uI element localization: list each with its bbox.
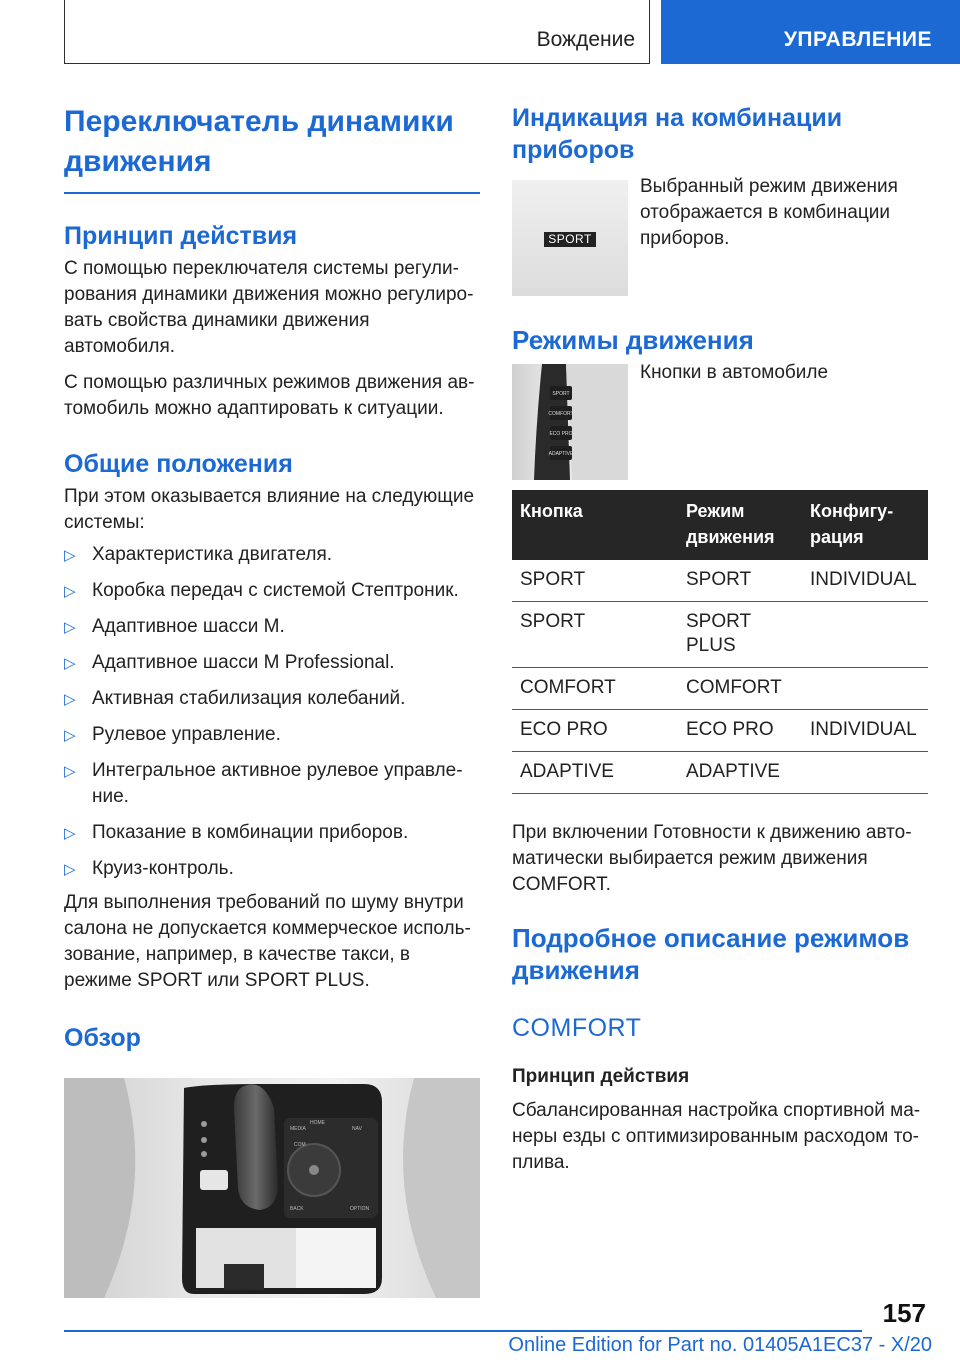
overview-heading: Обзор (64, 1024, 141, 1052)
display-text: Выбранный режим движения отображается в комбинации приборов. (640, 176, 898, 249)
console-label: HOME (310, 1120, 325, 1126)
list-item: ▷ Адаптивное шасси M. (64, 614, 480, 640)
general-intro: При этом оказывается влияние на следующие системы: (64, 486, 475, 533)
table-cell: INDIVIDUAL (802, 710, 928, 752)
principle-paragraph-2: С помощью различных режимов движения автомобиль можно адаптировать к ситуации. (64, 372, 475, 419)
table-cell: COMFORT (512, 668, 678, 710)
triangle-bullet-icon: ▷ (64, 619, 76, 636)
table-row (512, 602, 928, 668)
col-header-mode: Режим движения (678, 490, 802, 560)
center-console-image (64, 1078, 480, 1298)
table-row (512, 668, 928, 710)
principle-paragraph-1: С помощью переключателя системы регулирования динамики движения можно регулировать свойства динамики движения автомобиля. (64, 258, 474, 357)
list-item: ▷ Интегральное активное рулевое управление. (64, 760, 463, 807)
triangle-bullet-icon: ▷ (64, 861, 76, 878)
table-cell (802, 602, 928, 668)
table-row (512, 710, 928, 752)
list-item: ▷ Рулевое управление. (64, 722, 480, 748)
table-cell: ADAPTIVE (512, 752, 678, 794)
triangle-bullet-icon: ▷ (64, 655, 76, 672)
display-photo (512, 180, 628, 296)
display-heading: Индикация на комбинации приборов (512, 104, 843, 164)
header-chapter-label: УПРАВЛЕНИЕ (783, 28, 932, 51)
mode-buttons-photo (512, 364, 628, 480)
header-section-tab (64, 0, 650, 64)
triangle-bullet-icon: ▷ (64, 763, 76, 780)
table-cell: ECO PRO (512, 710, 678, 752)
list-item: ▷ Коробка передач с системой Стептроник. (64, 578, 480, 604)
console-label: BACK (290, 1206, 304, 1212)
triangle-bullet-icon: ▷ (64, 583, 76, 600)
col-header-button: Кнопка (512, 490, 678, 560)
comfort-subheading: COMFORT (512, 1014, 642, 1042)
triangle-bullet-icon: ▷ (64, 825, 76, 842)
comfort-text: Сбалансированная настройка спортивной манеры езды с оптимизированным расходом топлива. (512, 1100, 921, 1173)
header-section-label: Вождение (536, 28, 635, 51)
table-cell: SPORT (512, 602, 678, 668)
list-item: ▷ Адаптивное шасси M Professional. (64, 650, 480, 676)
modes-table (512, 490, 928, 794)
sport-mode-badge: SPORT (544, 232, 596, 247)
console-label: MEDIA (290, 1126, 306, 1132)
left-column (64, 102, 480, 1298)
footer-edition: Online Edition for Part no. 01405A1EC37 - X/20 (508, 1334, 932, 1356)
modes-heading: Режимы движения (512, 325, 754, 355)
noise-note: Для выполнения требований по шуму внутри салона не допускается коммерческое использование, например, в качестве такси, в режиме SPORT или SPORT PLUS. (64, 892, 471, 991)
table-cell: SPORT (512, 560, 678, 602)
console-label: NAV (352, 1126, 362, 1132)
display-block (512, 176, 928, 298)
table-cell: ECO PRO (678, 710, 802, 752)
mode-button-label: SPORT (552, 391, 570, 397)
modes-caption: Кнопки в автомобиле (640, 362, 829, 383)
list-item: ▷ Круиз-контроль. (64, 856, 480, 882)
col-header-config: Конфигурация (802, 490, 928, 560)
readiness-text: При включении Готовности к движению автоматически выбирается режим движения COMFORT. (512, 822, 912, 895)
table-row (512, 560, 928, 602)
table-cell (802, 668, 928, 710)
mode-button-label: ADAPTIVE (548, 451, 574, 457)
console-label: COM (294, 1142, 306, 1148)
list-item: ▷ Характеристика двигателя. (64, 542, 480, 568)
footer-rule (64, 1330, 862, 1332)
table-cell: COMFORT (678, 668, 802, 710)
table-cell: SPORT (678, 560, 802, 602)
principle-heading: Принцип действия (64, 222, 298, 250)
page-title: Переключатель динамики движения (64, 105, 454, 178)
table-cell: INDIVIDUAL (802, 560, 928, 602)
comfort-principle-heading: Принцип действия (512, 1066, 690, 1087)
mode-buttons-image (512, 364, 628, 480)
triangle-bullet-icon: ▷ (64, 727, 76, 744)
general-heading: Общие положения (64, 450, 293, 478)
modes-block (512, 364, 928, 480)
systems-list (64, 542, 480, 882)
center-console-photo (64, 1078, 480, 1298)
header-chapter-tab (661, 0, 960, 64)
console-label: OPTION (350, 1206, 370, 1212)
mode-button-label: COMFORT (548, 411, 574, 417)
table-cell: ADAPTIVE (678, 752, 802, 794)
table-cell (802, 752, 928, 794)
table-cell: SPORT PLUS (678, 602, 802, 668)
detail-heading: Подробное описание режимов движения (512, 923, 910, 985)
table-row (512, 752, 928, 794)
triangle-bullet-icon: ▷ (64, 547, 76, 564)
table-header-row (512, 490, 928, 560)
mode-button-label: ECO PRO (549, 431, 573, 437)
triangle-bullet-icon: ▷ (64, 691, 76, 708)
list-item: ▷ Показание в комбинации приборов. (64, 820, 480, 846)
title-rule (64, 192, 480, 194)
right-column (512, 102, 928, 1176)
page-number: 157 (882, 1298, 926, 1328)
list-item: ▷ Активная стабилизация колебаний. (64, 686, 480, 712)
